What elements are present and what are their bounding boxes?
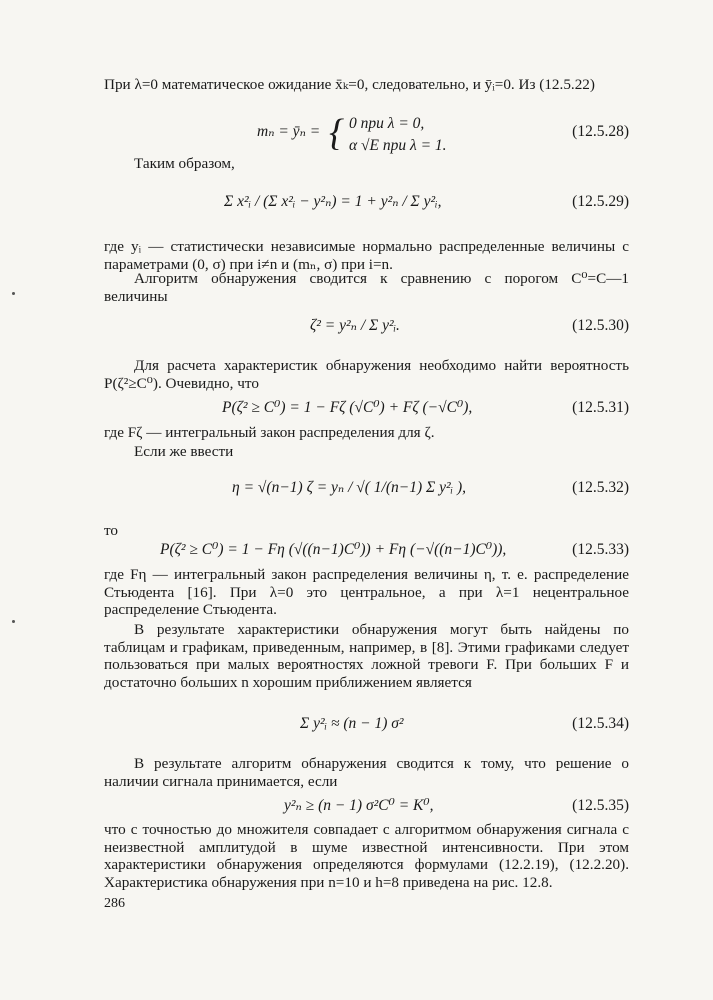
equation-12-5-35 <box>104 796 629 818</box>
equation-12-5-30 <box>104 306 629 350</box>
paragraph-4: Алгоритм обнаружения сводится к сравнению с порогом C⁰=C—1 величины <box>104 270 629 305</box>
paragraph-1: При λ=0 математическое ожидание x̄ₖ=0, следовательно, и ȳᵢ=0. Из (12.5.22) <box>104 76 595 93</box>
eq35-formula: y²ₙ ≥ (n − 1) σ²C⁰ = K⁰, <box>284 797 434 814</box>
paragraph-5: Для расчета характеристик обнаружения необходимо найти вероятность P(ζ²≥C⁰). Очевидно, что <box>104 357 629 392</box>
paragraph-8: то <box>104 522 119 539</box>
paragraph-10: В результате характеристики обнаружения могут быть найдены по таблицам и графикам, приведенным, например, в [8]. Этими графиками следует пользоваться при малых вероятностях ложной тревоги F. При больших F и достаточно больших n хорошим приближением является <box>104 621 629 691</box>
scan-speck <box>12 292 15 295</box>
eq30-formula: ζ² = y²ₙ / Σ y²ᵢ. <box>310 317 400 334</box>
eq35-number: (12.5.35) <box>572 797 629 814</box>
page-number: 286 <box>104 896 125 911</box>
eq32-number: (12.5.32) <box>572 479 629 496</box>
eq33-number: (12.5.33) <box>572 541 629 558</box>
eq34-formula: Σ y²ᵢ ≈ (n − 1) σ² <box>300 715 404 732</box>
equation-12-5-31 <box>104 398 629 420</box>
eq28-number: (12.5.28) <box>572 123 629 140</box>
paragraph-9: где Fη — интегральный закон распределения величины η, т. е. распределение Стьюдента [16]. При λ=0 это центральное, а при λ=1 нецентральное распределение Стьюдента. <box>104 566 629 618</box>
scan-speck <box>12 620 15 623</box>
paragraph-3: где yᵢ — статистически независимые нормально распределенные величины с параметрами (0, σ) при i≠n и (mₙ, σ) при i=n. <box>104 238 629 273</box>
equation-12-5-33 <box>104 540 629 562</box>
eq33-formula: P(ζ² ≥ C⁰) = 1 − Fη (√((n−1)C⁰)) + Fη (−√((n−1)C⁰)), <box>160 541 507 558</box>
eq30-number: (12.5.30) <box>572 317 629 334</box>
eq29-number: (12.5.29) <box>572 193 629 210</box>
equation-12-5-29 <box>104 180 629 230</box>
paragraph-2: Таким образом, <box>134 155 235 172</box>
eq28-case-1: 0 при λ = 0, <box>349 115 425 132</box>
paragraph-6: где Fζ — интегральный закон распределения для ζ. <box>104 424 435 441</box>
equation-12-5-34 <box>104 702 629 746</box>
eq28-lhs: mₙ = ȳₙ = <box>257 123 321 140</box>
paragraph-12: что с точностью до множителя совпадает с алгоритмом обнаружения сигнала с неизвестной амплитудой в шуме известной интенсивности. При этом характеристики обнаружения определяются формулами (12.2.19), (12.2.20). Характеристика обнаружения при n=10 и h=8 приведена на рис. 12.8. <box>104 821 629 891</box>
paragraph-7: Если же ввести <box>134 443 234 460</box>
paragraph-11: В результате алгоритм обнаружения сводится к тому, что решение о наличии сигнала принимается, если <box>104 755 629 790</box>
equation-12-5-28 <box>104 112 629 158</box>
equation-12-5-32 <box>104 468 629 514</box>
eq28-brace: { <box>329 112 345 154</box>
eq29-formula: Σ x²ᵢ / (Σ x²ᵢ − y²ₙ) = 1 + y²ₙ / Σ y²ᵢ, <box>224 193 442 210</box>
eq34-number: (12.5.34) <box>572 715 629 732</box>
eq32-formula: η = √(n−1) ζ = yₙ / √( 1/(n−1) Σ y²ᵢ ), <box>232 479 466 496</box>
eq28-case-2: α √E при λ = 1. <box>349 137 447 154</box>
eq31-number: (12.5.31) <box>572 399 629 416</box>
eq31-formula: P(ζ² ≥ C⁰) = 1 − Fζ (√C⁰) + Fζ (−√C⁰), <box>222 399 473 416</box>
